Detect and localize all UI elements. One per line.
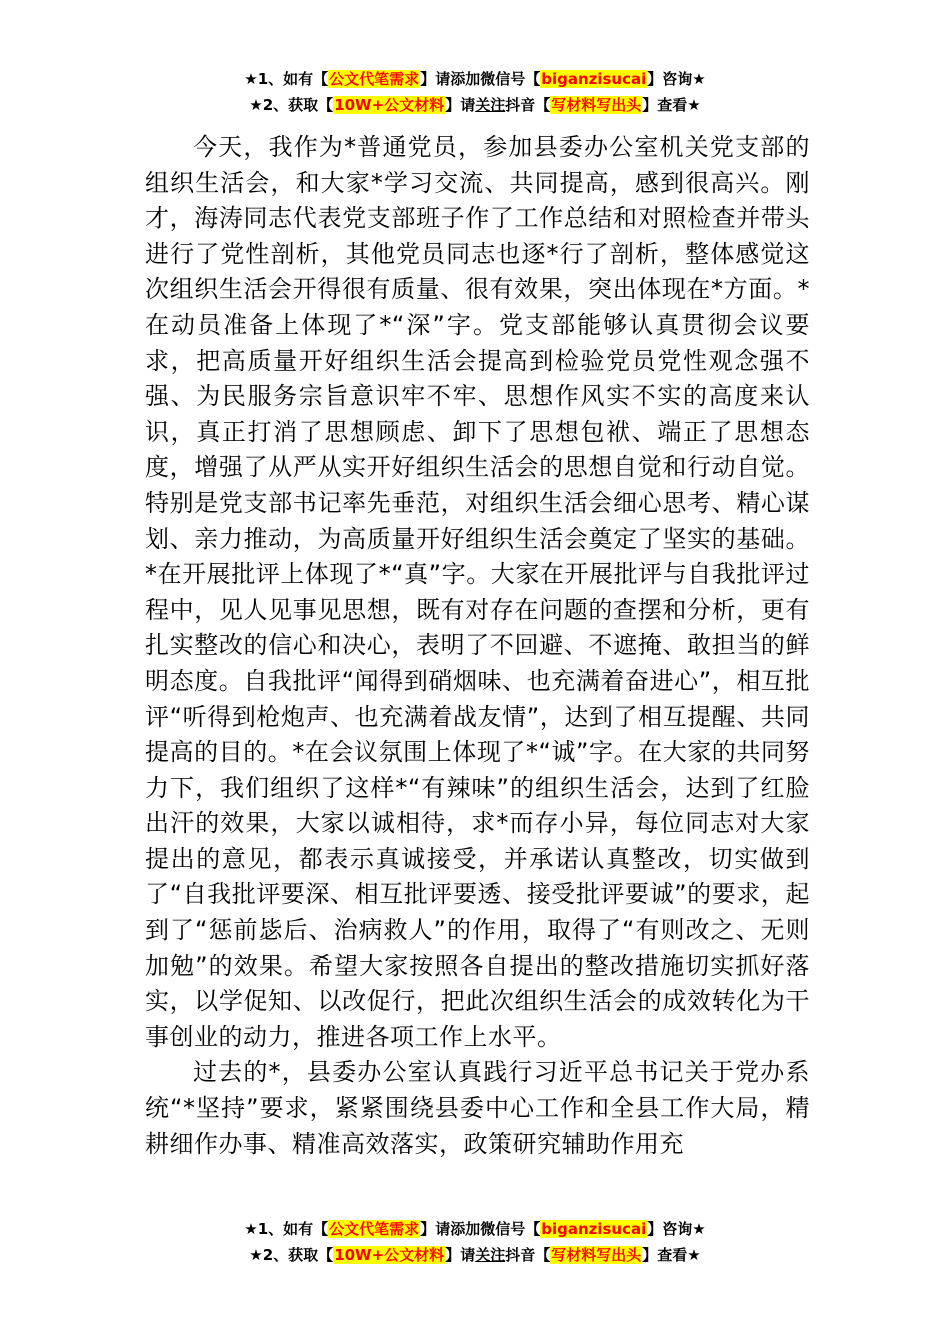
header-line-2 [0, 92, 950, 118]
header-line-2-middle-b: 抖音【 [505, 96, 551, 114]
header-line-1 [0, 66, 950, 92]
header-line-2-prefix: ★2、获取【 [249, 96, 334, 114]
header-line-2-suffix: 】查看★ [642, 96, 701, 114]
footer-highlight-ghostwriting: 公文代笔需求 [329, 1220, 420, 1238]
footer-line-2-middle-a: 】请 [445, 1246, 476, 1264]
header-highlight-douyin: 写材料写出头 [551, 96, 642, 114]
footer-highlight-douyin: 写材料写出头 [551, 1246, 642, 1264]
header-highlight-ghostwriting: 公文代笔需求 [329, 70, 420, 88]
header-line-1-middle: 】请添加微信号【 [420, 70, 541, 88]
header-line-2-middle-a: 】请 [445, 96, 476, 114]
footer-line-2-prefix: ★2、获取【 [249, 1246, 334, 1264]
footer-line-1-suffix: 】咨询★ [647, 1220, 706, 1238]
footer-line-2-suffix: 】查看★ [642, 1246, 701, 1264]
header-line-1-suffix: 】咨询★ [647, 70, 706, 88]
header-follow-text: 关注 [475, 96, 506, 114]
footer-highlight-wechat-id: biganzisucai [541, 1220, 647, 1238]
footer-follow-text: 关注 [475, 1246, 506, 1264]
body-paragraph-2: 过去的*，县委办公室认真践行习近平总书记关于党办系统“*坚持”要求，紧紧围绕县委中心工作和全县工作大局，精耕细作办事、精准高效落实，政策研究辅助作用充 [145, 1058, 810, 1158]
header-highlight-materials: 10W+公文材料 [334, 96, 445, 114]
footer-line-2-middle-b: 抖音【 [505, 1246, 551, 1264]
footer-line-1-prefix: ★1、如有【 [244, 1220, 329, 1238]
footer-line-1 [0, 1216, 950, 1242]
header-line-1-prefix: ★1、如有【 [244, 70, 329, 88]
footer-highlight-materials: 10W+公文材料 [334, 1246, 445, 1264]
footer-line-2 [0, 1242, 950, 1268]
header-banner [0, 66, 950, 118]
footer-banner [0, 1216, 950, 1268]
body-paragraph-1: 今天，我作为*普通党员，参加县委办公室机关党支部的组织生活会，和大家*学习交流、共同提高，感到很高兴。刚才，海涛同志代表党支部班子作了工作总结和对照检查并带头进行了党性剖析，其他党员同志也逐*行了剖析，整体感觉这次组织生活会开得很有质量、很有效果，突出体现在*方面。*在动员准备上体现了*“深”字。党支部能够认真贯彻会议要求，把高质量开好组织生活会提高到检验党员党性观念强不强、为民服务宗旨意识牢不牢、思想作风实不实的高度来认识，真正打消了思想顾虑、卸下了思想包袱、端正了思想态度，增强了从严从实开好组织生活会的思想自觉和行动自觉。特别是党支部书记率先垂范，对组织生活会细心思考、精心谋划、亲力推动，为高质量开好组织生活会奠定了坚实的基础。*在开展批评上体现了*“真”字。大家在开展批评与自我批评过程中，见人见事见思想，既有对存在问题的查摆和分析，更有扎实整改的信心和决心，表明了不回避、不遮掩、敢担当的鲜明态度。自我批评“闻得到硝烟味、也充满着奋进心”，相互批评“听得到枪炮声、也充满着战友情”，达到了相互提醒、共同提高的目的。*在会议氛围上体现了*“诚”字。在大家的共同努力下，我们组织了这样*“有辣味”的组织生活会，达到了红脸出汗的效果，大家以诚相待，求*而存小异，每位同志对大家提出的意见，都表示真诚接受，并承诺认真整改，切实做到了“自我批评要深、相互批评要透、接受批评要诚”的要求，起到了“惩前毖后、治病救人”的作用，取得了“有则改之、无则加勉”的效果。希望大家按照各自提出的整改措施切实抓好落实，以学促知、以改促行，把此次组织生活会的成效转化为干事创业的动力，推进各项工作上水平。 [145, 133, 810, 1051]
header-highlight-wechat-id: biganzisucai [541, 70, 647, 88]
footer-line-1-middle: 】请添加微信号【 [420, 1220, 541, 1238]
document-body [145, 130, 810, 1162]
